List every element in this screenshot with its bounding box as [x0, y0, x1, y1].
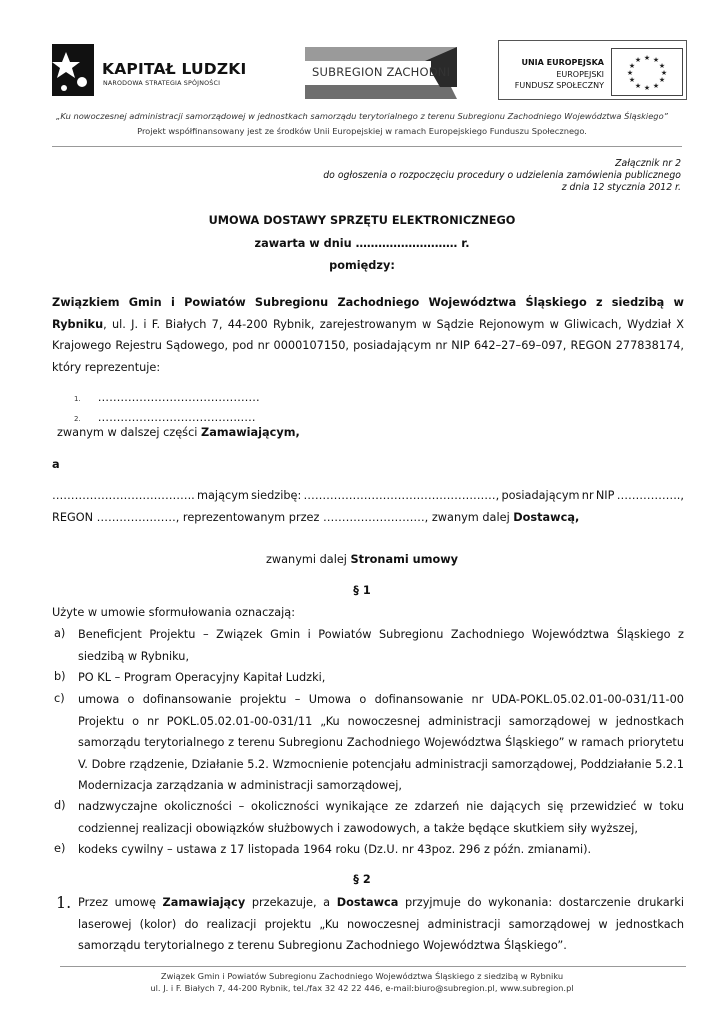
party1-called-prefix: zwanym w dalszej części [57, 426, 202, 439]
party2-word-having: mającym [197, 489, 249, 502]
contract-date: zawarta w dniu ……………………… r. [254, 237, 470, 250]
ue-title: UNIA EUROPEJSKA [521, 58, 604, 67]
svg-text:★: ★ [660, 69, 668, 77]
kapital-ludzki-title: KAPITAŁ LUDZKI [102, 60, 247, 78]
def-d-text: nadzwyczajne okoliczności – okoliczności wynikające ze zdarzeń nie dających się przewidzieć w toku codziennej realizacji obowiązków służbowych i zawodowych, a także będące skutkiem siły wyższej, [78, 800, 684, 835]
svg-text:★: ★ [628, 62, 636, 70]
s2-b2: Dostawca [336, 896, 399, 909]
section1-intro: Użyte w umowie sformułowania oznaczają: [52, 606, 296, 619]
s2-t3: przyjmuje do wykonania: dostarczenie drukarki laserowej (kolor) do realizacji projektu „Ku nowoczesnej administracji samorządowej w jednostkach samorządu terytorialnego z terenu Subregionu Zachodniego Województwa Śląskiego”. [78, 896, 684, 952]
contract-between: pomiędzy: [329, 259, 395, 272]
parties-bold: Stronami umowy [350, 553, 459, 566]
def-c-letter: c) [54, 692, 65, 705]
rep2-number: 2. [74, 415, 81, 423]
party2-seat-placeholder: ……………………………………………, [303, 489, 500, 502]
party2-called-bold: Dostawcą, [513, 511, 580, 524]
rep2-row [74, 406, 255, 425]
kapital-ludzki-logo-icon [52, 44, 94, 96]
def-d-letter: d) [54, 799, 66, 812]
section2-item-text [78, 892, 684, 957]
svg-text:★: ★ [634, 56, 642, 64]
attachment-line2: do ogłoszenia o rozpoczęciu procedury o udzielenia zamówienia publicznego [323, 170, 681, 181]
svg-text:★: ★ [652, 82, 660, 90]
kapital-ludzki-subtitle: NARODOWA STRATEGIA SPÓJNOŚCI [103, 80, 221, 87]
def-a-text: Beneficjent Projektu – Związek Gmin i Powiatów Subregionu Zachodniego Województwa Śląskiego z siedzibą w Rybniku, [78, 628, 684, 663]
party2-name-placeholder: ……………………………….. [52, 489, 195, 502]
conjunction-a: a [52, 458, 60, 471]
project-title-header: „Ku nowoczesnej administracji samorządowej w jednostkach samorządu terytorialnego z terenu Subregionu Zachodniego Województwa Śląskiego” [56, 111, 668, 121]
party2-word-nip: NIP [595, 489, 615, 502]
def-e-letter: e) [54, 842, 66, 855]
footer-line2: ul. J. i F. Białych 7, 44-200 Rybnik, tel./fax 32 42 22 446, e-mail:biuro@subregion.pl, www.subregion.pl [150, 983, 574, 993]
ue-line3: FUNDUSZ SPOŁECZNY [514, 81, 604, 90]
svg-text:★: ★ [652, 56, 660, 64]
party2-nip-placeholder: …………….., [616, 489, 684, 502]
party1-name: Związkiem Gmin i Powiatów Subregionu Zachodniego Województwa Śląskiego z siedzibą w Rybniku [52, 296, 684, 331]
party2-word-seat: siedzibę: [251, 489, 302, 502]
svg-text:★: ★ [643, 84, 651, 92]
attachment-line1: Załącznik nr 2 [615, 158, 681, 169]
svg-text:★: ★ [634, 82, 642, 90]
def-b-text: PO KL – Program Operacyjny Kapitał Ludzki, [78, 671, 326, 684]
rep2-placeholder: ………………………………..…. [97, 411, 256, 424]
party2-word-possessing: posiadającym [501, 489, 580, 502]
eu-flag-icon [611, 48, 683, 96]
party1-called-bold: Zamawiającym, [201, 426, 300, 439]
def-c-text: umowa o dofinansowanie projektu – Umowa o dofinansowanie nr UDA-POKL.05.02.01-00-031/11-00 Projektu o nr POKL.05.02.01-00-031/11 „Ku nowoczesnej administracji samorządowej w jednostkach samorządu terytorialnego z terenu Subregionu Zachodniego Województwa Śląskiego” w ramach priorytetu V. Dobre rządzenie, Działanie 5.2. Wzmocnienie potencjału administracji samorządowej, Poddziałanie 5.2.1 Modernizacja zarządzania w administracji samorządowej, [78, 693, 684, 792]
party1-called [57, 426, 300, 439]
def-b-letter: b) [54, 670, 66, 683]
project-funding-header: Projekt współfinansowany jest ze środków Unii Europejskiej w ramach Europejskiego Funduszu Społecznego. [137, 126, 587, 136]
svg-text:★: ★ [628, 76, 636, 84]
attachment-line3: z dnia 12 stycznia 2012 r. [561, 182, 681, 193]
subregion-logo-text: SUBREGION ZACHODNI [312, 65, 451, 79]
parties-prefix: zwanymi dalej [265, 553, 351, 566]
svg-text:★: ★ [626, 69, 634, 77]
s2-t2: przekazuje, a [245, 896, 337, 909]
svg-text:★: ★ [658, 62, 666, 70]
s2-t1: Przez umowę [78, 896, 163, 909]
party2-line2 [52, 511, 579, 524]
s2-b1: Zamawiający [162, 896, 246, 909]
def-e-text: kodeks cywilny – ustawa z 17 listopada 1964 roku (Dz.U. nr 43poz. 296 z późn. zmianami). [78, 843, 592, 856]
footer-divider [60, 966, 686, 967]
svg-text:★: ★ [658, 76, 666, 84]
svg-text:★: ★ [643, 54, 651, 62]
contract-title: UMOWA DOSTAWY SPRZĘTU ELEKTRONICZNEGO [208, 214, 516, 227]
parties-definition [0, 553, 724, 566]
header-divider [52, 146, 682, 147]
party1-paragraph [52, 292, 684, 378]
rep1-placeholder: ……………………………………. [97, 391, 260, 404]
section1-heading: § 1 [353, 584, 371, 597]
party2-line1 [52, 489, 684, 502]
section2-item-number: 1. [56, 893, 72, 912]
section2-heading: § 2 [353, 873, 371, 886]
party1-details: , ul. J. i F. Białych 7, 44-200 Rybnik, zarejestrowanym w Sądzie Rejonowym w Gliwicach, Wydział X Krajowego Rejestru Sądowego, pod nr 0000107150, posiadającym nr NIP 642–27–69–097, REGON 277838174, który reprezentuje: [52, 317, 684, 374]
party2-word-nr: nr [581, 489, 594, 502]
footer-line1: Związek Gmin i Powiatów Subregionu Zachodniego Województwa Śląskiego z siedzibą w Rybniku [160, 971, 564, 981]
party2-line2-prefix: REGON …………………, reprezentowanym przez ………………………, zwanym dalej [52, 511, 514, 524]
rep1-row [74, 386, 260, 405]
def-a-letter: a) [54, 627, 66, 640]
rep1-number: 1. [74, 395, 81, 403]
ue-line2: EUROPEJSKI [556, 70, 604, 79]
